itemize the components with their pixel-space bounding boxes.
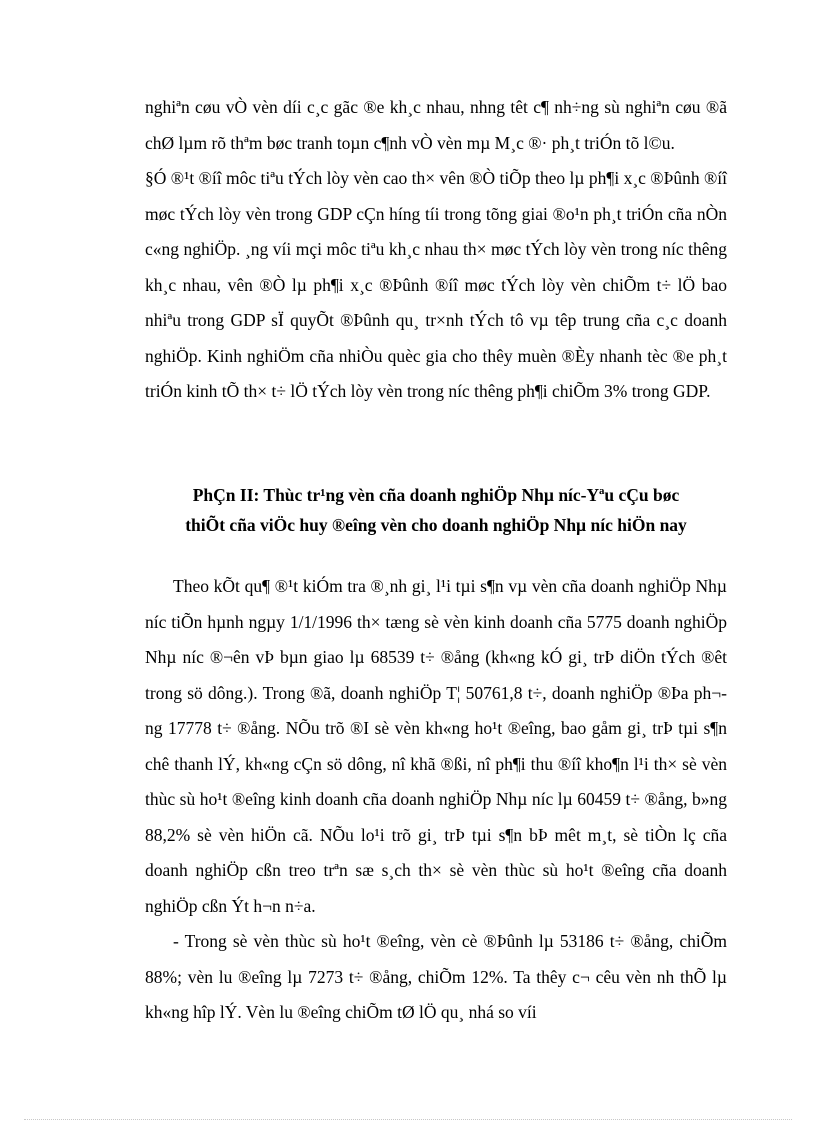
footer-divider: [24, 1119, 792, 1120]
paragraph: - Trong sè vèn thùc sù ho¹t ®eîng, vèn cè ®Þûnh lµ 53186 t÷ ®ång, chiÕm 88%; vèn lu ®eîng lµ 7273 t÷ ®ång, chiÕm 12%. Ta thêy c¬ cêu vèn nh thÕ lµ kh«ng hîp lÝ. Vèn lu ®eîng chiÕm tØ lÖ qu¸ nhá so víi: [145, 931, 727, 1022]
paragraph: Theo kÕt qu¶ ®¹t kiÓm tra ®¸nh gi¸ l¹i tµi s¶n vµ vèn cña doanh nghiÖp Nhµ níc tiÕn hµnh ngµy 1/1/1996 th× tæng sè vèn kinh doanh cña 5775 doanh nghiÖp Nhµ níc ®¬ên vÞ bµn giao lµ 68539 t÷ ®ång (kh«ng kÓ gi¸ trÞ diÖn tÝch ®êt trong sö dông.). Trong ®ã, doanh nghiÖp T¦ 50761,8 t÷, doanh nghiÖp ®Þa ph¬ng 17778 t÷ ®ång. NÕu trõ ®I sè vèn kh«ng ho¹t ®eîng, bao gåm gi¸ trÞ tµi s¶n chê thanh lÝ, kh«ng cÇn sö dông, nî khã ®ßi, nî ph¶i thu ®íî kho¶n l¹i th× sè vèn thùc sù ho¹t ®eîng kinh doanh cña doanh nghiÖp Nhµ níc lµ 60459 t÷ ®ång, b»ng 88,2% sè vèn hiÖn cã. NÕu lo¹i trõ gi¸ trÞ tµi s¶n bÞ mêt m¸t, sè tiÒn lç cña doanh nghiÖp cßn treo trªn sæ s¸ch th× sè vèn thùc sù ho¹t ®eîng cña doanh nghiÖp cßn Ýt h¬n n÷a.: [145, 576, 727, 916]
section-heading-line-1: PhÇn II: Thùc tr¹ng vèn cña doanh nghiÖp Nhµ níc-Yªu cÇu bøc: [192, 485, 680, 505]
body-text-bottom: [145, 569, 727, 1031]
paragraph: §Ó ®¹t ®íî môc tiªu tÝch lòy vèn cao th× vên ®Ò tiÕp theo lµ ph¶i x¸c ®Þûnh ®íî møc tÝch lòy vèn trong GDP cÇn híng tíi trong tõng giai ®o¹n ph¸t triÓn cña nÒn c«ng nghiÖp. ¸ng víi mçi môc tiªu kh¸c nhau th× møc tÝch lòy vèn trong níc thêng kh¸c nhau, vên ®Ò lµ ph¶i x¸c ®Þûnh ®íî møc tÝch lòy vèn chiÕm t÷ lÖ bao nhiªu trong GDP sÏ quyÕt ®Þûnh qu¸ tr×nh tÝch tô vµ têp trung cña c¸c doanh nghiÖp. Kinh nghiÖm cña nhiÒu quèc gia cho thêy muèn ®Èy nhanh tèc ®e ph¸t triÓn kinh tÕ th× t÷ lÖ tÝch lòy vèn trong níc thêng ph¶i chiÕm 3% trong GDP.: [145, 168, 727, 401]
section-heading-line-2: thiÕt cña viÖc huy ®eîng vèn cho doanh nghiÖp Nhµ níc hiÖn nay: [185, 515, 687, 535]
body-text-top: [145, 90, 727, 410]
paragraph: nghiªn cøu vÒ vèn díi c¸c gãc ®e kh¸c nhau, nhng têt c¶ nh÷ng sù nghiªn cøu ®ã chØ lµm rõ thªm bøc tranh toµn c¶nh vÒ vèn mµ M¸c ®· ph¸t triÓn tõ l©u.: [145, 97, 727, 153]
